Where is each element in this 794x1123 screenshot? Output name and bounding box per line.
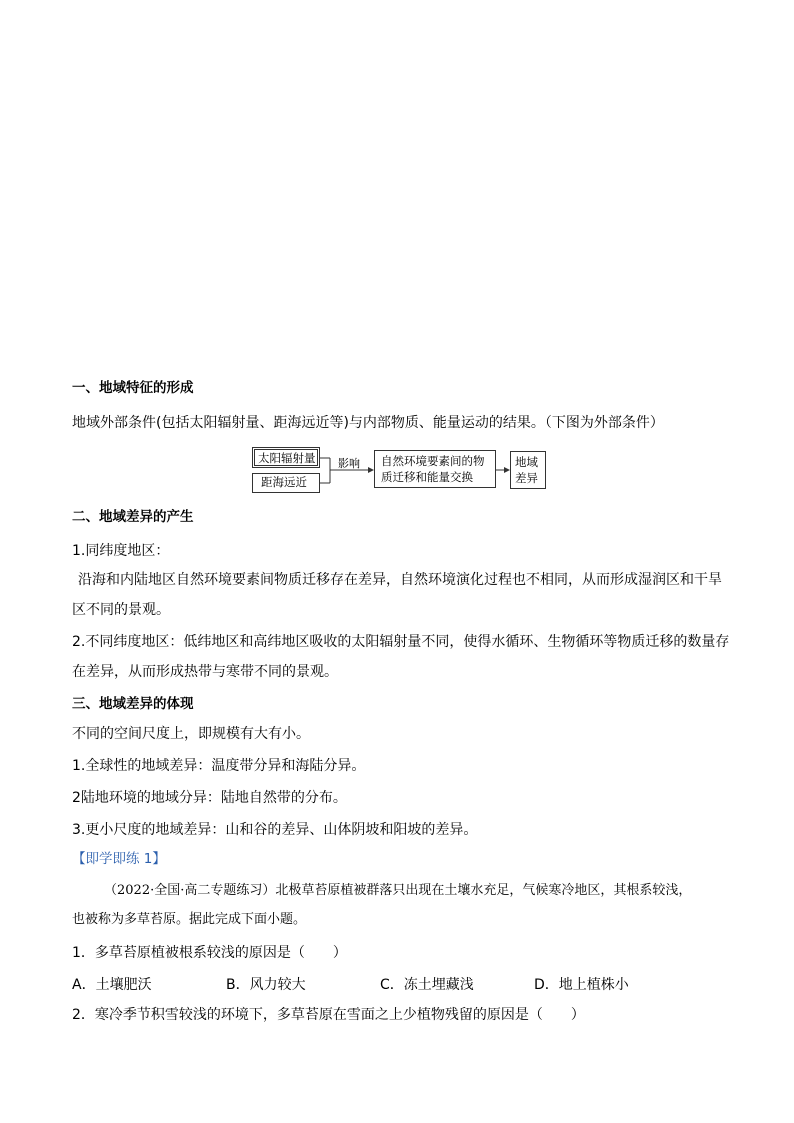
diagram-box-material-exchange [374, 450, 496, 488]
section2-item2-line2: 在差异，从而形成热带与寒带不同的景观。 [72, 664, 338, 680]
section3-item1: 1.全球性的地域差异：温度带分异和海陆分异。 [72, 758, 366, 774]
section3-item3: 3.更小尺度的地域差异：山和谷的差异、山体阴坡和阳坡的差异。 [72, 822, 478, 838]
q1-option-d[interactable]: D．地上植株小 [534, 977, 629, 993]
section1-heading: 一、地域特征的形成 [72, 380, 194, 396]
section1-text: 地域外部条件(包括太阳辐射量、距海远近等)与内部物质、能量运动的结果。（下图为外部条件） [72, 415, 664, 431]
diagram-box-regional-difference [510, 451, 546, 489]
diagram-right-line2: 差异 [515, 471, 538, 485]
section2-heading: 二、地域差异的产生 [72, 509, 194, 525]
section2-item1-title: 1.同纬度地区： [72, 543, 170, 559]
diagram-right-line1: 地域 [515, 455, 538, 469]
diagram-middle-line1: 自然环境要素间的物 [381, 454, 485, 468]
section3-heading: 三、地域差异的体现 [72, 696, 194, 712]
section3-intro: 不同的空间尺度上，即规模有大有小。 [72, 726, 310, 742]
q1-option-b[interactable]: B．风力较大 [226, 977, 306, 993]
diagram-box-distance-to-sea: 距海远近 [252, 473, 320, 493]
q1-option-c[interactable]: C．冻土埋藏浅 [380, 977, 474, 993]
section3-item2: 2陆地环境的地域分异：陆地自然带的分布。 [72, 790, 347, 806]
section2-item1-line2: 区不同的景观。 [72, 602, 170, 618]
section2-item2-line1: 2.不同纬度地区：低纬地区和高纬地区吸收的太阳辐射量不同，使得水循环、生物循环等物质迁移的数量存 [72, 634, 730, 650]
question-1: 1．多草苔原植被根系较浅的原因是（ ） [72, 945, 347, 961]
section2-item1-line1: 沿海和内陆地区自然环境要素间物质迁移存在差异，自然环境演化过程也不相同，从而形成湿润区和干旱 [78, 572, 722, 588]
q1-option-a[interactable]: A．土壤肥沃 [72, 977, 152, 993]
diagram-arrow-label: 影响 [338, 457, 360, 470]
flow-diagram [250, 446, 550, 496]
practice-label: 【即学即练 1】 [72, 851, 166, 867]
practice-stem-line1: （2022·全国·高二专题练习）北极草苔原植被群落只出现在土壤水充足，气候寒冷地区，其根系较浅， [104, 883, 692, 898]
diagram-box-solar-radiation: 太阳辐射量 [252, 447, 320, 468]
practice-stem-line2: 也被称为多草苔原。据此完成下面小题。 [72, 912, 307, 927]
question-2: 2．寒冷季节积雪较浅的环境下，多草苔原在雪面之上少植物残留的原因是（ ） [72, 1007, 585, 1023]
diagram-middle-line2: 质迁移和能量交换 [381, 470, 473, 484]
